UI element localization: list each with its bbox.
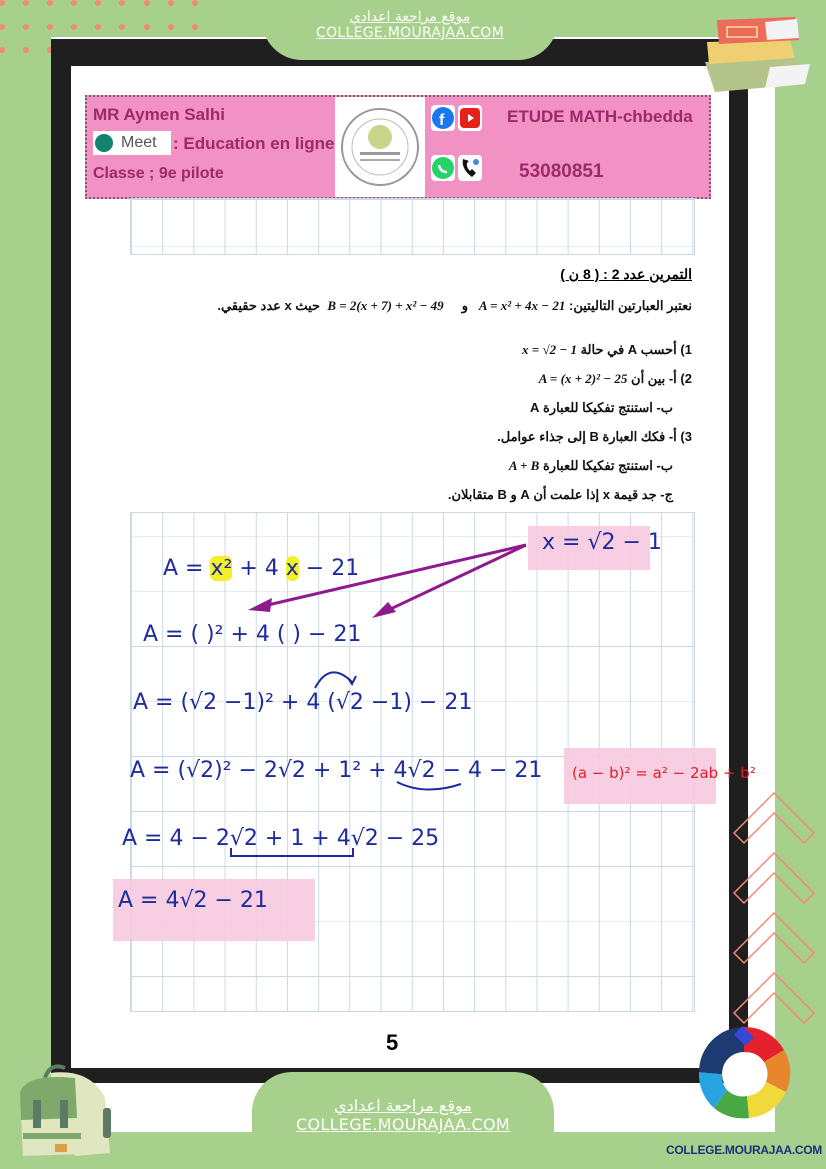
site-banner-top[interactable] (262, 0, 558, 60)
intro-prefix: نعتبر العبارتين التاليتين: (565, 298, 692, 313)
page-name: ETUDE MATH-chbedda (507, 107, 693, 126)
banner-arabic: موقع مراجعة اعدادي (334, 1096, 472, 1115)
meet-badge (93, 131, 171, 155)
intro-suffix: حيث x عدد حقيقي. (217, 298, 321, 313)
banner-url[interactable]: COLLEGE.MOURAJAA.COM (316, 25, 504, 41)
question-text: أ- بين أن (631, 371, 677, 386)
backpack-icon (15, 1058, 115, 1158)
and-word: و (461, 298, 468, 313)
question-3c (448, 487, 673, 503)
exercise-intro (217, 298, 692, 314)
phone-number: 53080851 (519, 161, 604, 182)
substitution-arrows (240, 540, 540, 620)
solution-line-4: A = (√2)² − 2√2 + 1² + 4√2 − 4 − 21 (130, 758, 543, 783)
logo-caption: COLLEGE.MOURAJAA.COM (666, 1143, 823, 1157)
college-mourajaa-logo (694, 1022, 794, 1132)
highlighted-x: x (285, 556, 299, 581)
question-number: 3) (680, 429, 692, 444)
expression-a: A = x² + 4x − 21 (478, 298, 566, 313)
underline-bracket (228, 846, 358, 860)
underline-brace (395, 780, 465, 794)
solution-line-3: A = (√2 −1)² + 4 (√2 −1) − 21 (133, 690, 473, 715)
expression-b: B = 2(x + 7) + x² − 49 (327, 298, 444, 313)
question-3b (509, 458, 673, 474)
contact-info (425, 97, 709, 197)
whatsapp-icon[interactable] (431, 155, 455, 181)
question-math: x = √2 − 1 (522, 342, 577, 357)
stamp-icon (335, 97, 425, 197)
question-2a (539, 371, 692, 387)
page-number: 5 (386, 1030, 399, 1055)
line1-a: A = (163, 556, 211, 581)
curved-arrow (310, 660, 360, 690)
banner-arabic: موقع مراجعة اعدادي (349, 9, 471, 25)
final-result: A = 4√2 − 21 (118, 888, 268, 913)
google-meet-icon (95, 134, 113, 152)
phone-icon[interactable] (458, 155, 482, 181)
teacher-info (87, 97, 335, 197)
question-text: أ- فكك العبارة B إلى جذاء عوامل. (497, 429, 677, 444)
teacher-name: MR Aymen Salhi (93, 105, 225, 124)
identity-formula: (a − b)² = a² − 2ab + b² (572, 764, 756, 782)
exercise-title: التمرين عدد 2 : ( 8 ن ) (560, 266, 692, 282)
highlighted-x-squared: x² (210, 556, 233, 581)
banner-url[interactable]: COLLEGE.MOURAJAA.COM (296, 1115, 510, 1134)
question-text: أحسب A في حالة (580, 342, 677, 357)
question-3a (497, 429, 692, 445)
site-banner-bottom[interactable] (252, 1072, 554, 1169)
meet-text: : Education en ligne (173, 134, 335, 153)
solution-line-2: A = ( )² + 4 ( ) − 21 (143, 622, 362, 647)
grid-paper-top (130, 198, 695, 255)
question-text: ج- جد قيمة x إذا علمت أن A و B متقابلان. (447, 487, 673, 502)
solution-line-5: A = 4 − 2√2 + 1 + 4√2 − 25 (122, 826, 440, 851)
svg-text:f: f (439, 112, 445, 129)
line1-mid: + 4 (232, 556, 286, 581)
question-number: 1) (680, 342, 692, 357)
chevrons-decoration (732, 790, 822, 1040)
green-left-strip (2, 37, 51, 1169)
class-line: Classe ; 9e pilote (93, 165, 224, 182)
question-text: ب- استنتج تفكيكا للعبارة A (529, 400, 673, 415)
school-stamp-logo (335, 97, 425, 197)
teacher-header (85, 95, 711, 199)
question-2b (530, 400, 673, 416)
books-stack-icon (695, 12, 820, 97)
line1-end: − 21 (298, 556, 360, 581)
question-1 (522, 342, 692, 358)
given-value: x = √2 − 1 (542, 530, 662, 555)
question-math: A + B (508, 458, 540, 473)
question-math: A = (x + 2)² − 25 (538, 371, 628, 386)
question-number: 2) (680, 371, 692, 386)
meet-label: Meet (121, 134, 157, 151)
facebook-icon[interactable] (431, 105, 455, 131)
youtube-icon[interactable] (458, 105, 482, 131)
question-text: ب- استنتج تفكيكا للعبارة (542, 458, 673, 473)
